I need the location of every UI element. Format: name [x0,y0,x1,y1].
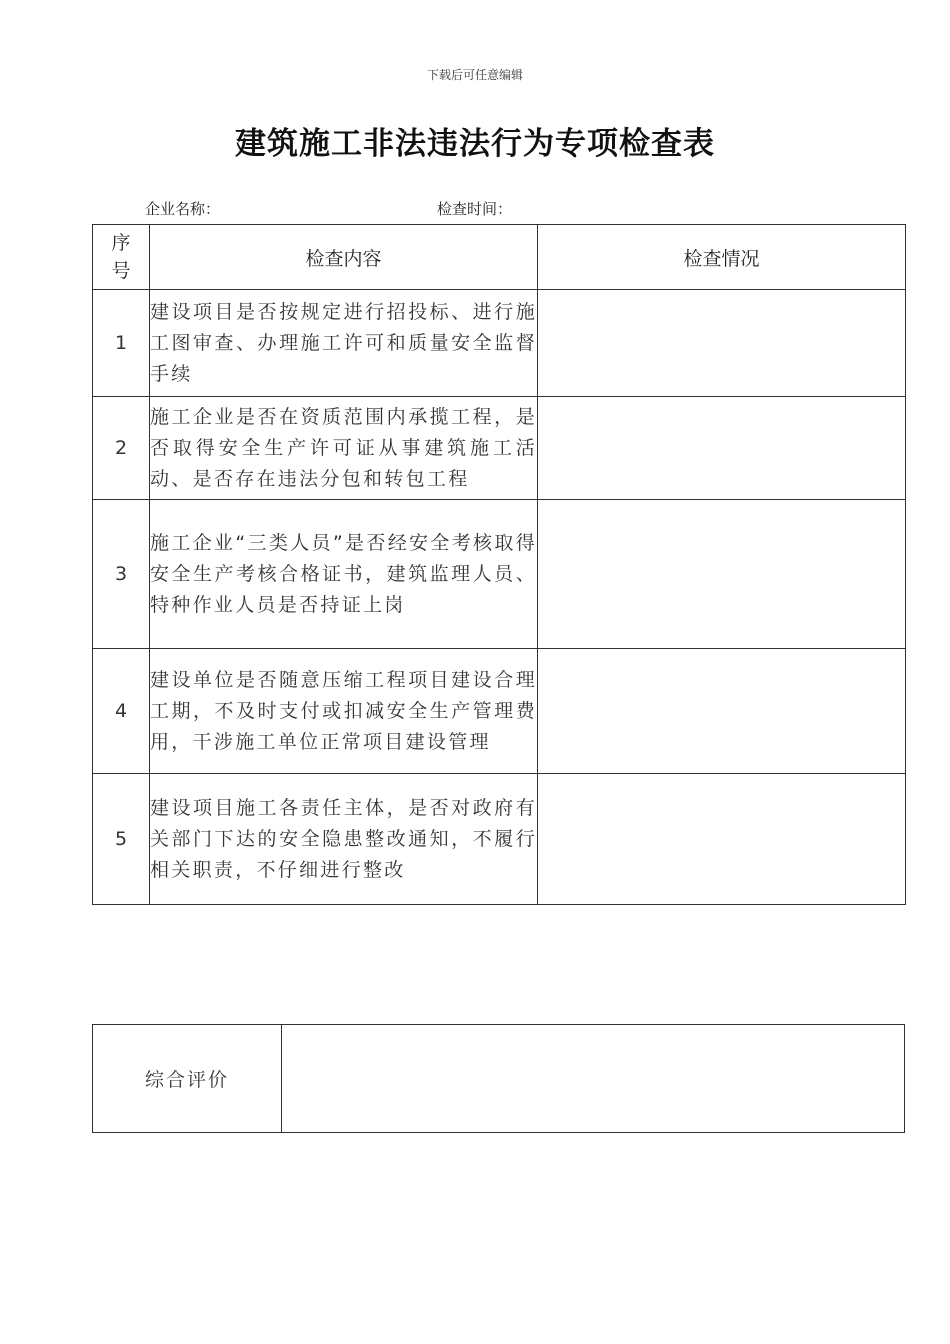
row-number: 4 [93,649,150,774]
table-row [93,500,906,649]
row-content: 建设项目是否按规定进行招投标、进行施工图审查、办理施工许可和质量安全监督手续 [150,290,538,397]
table-row [93,774,906,905]
row-result-cell[interactable] [538,649,906,774]
header-inspection-result: 检查情况 [538,225,906,290]
row-number: 1 [93,290,150,397]
table-header-row [93,225,906,290]
row-content: 施工企业是否在资质范围内承揽工程，是否取得安全生产许可证从事建筑施工活动、是否存在违法分包和转包工程 [150,397,538,500]
row-number: 2 [93,397,150,500]
summary-value-cell[interactable] [282,1025,905,1133]
table-row [93,397,906,500]
row-number: 3 [93,500,150,649]
row-result-cell[interactable] [538,500,906,649]
inspection-table [92,224,906,905]
row-content: 施工企业“三类人员”是否经安全考核取得安全生产考核合格证书，建筑监理人员、特种作业人员是否持证上岗 [150,500,538,649]
row-content: 建设单位是否随意压缩工程项目建设合理工期，不及时支付或扣减安全生产管理费用，干涉施工单位正常项目建设管理 [150,649,538,774]
header-serial-number: 序 号 [93,225,150,290]
header-inspection-content: 检查内容 [150,225,538,290]
summary-row [93,1025,905,1133]
header-note: 下载后可任意编辑 [426,68,523,82]
inspection-time-label: 检查时间： [437,200,513,218]
row-result-cell[interactable] [538,290,906,397]
summary-table [92,1024,905,1133]
page-title: 建筑施工非法违法行为专项检查表 [235,126,715,162]
row-result-cell[interactable] [538,397,906,500]
company-name-label: 企业名称： [145,200,221,218]
row-content: 建设项目施工各责任主体，是否对政府有关部门下达的安全隐患整改通知，不履行相关职责，不仔细进行整改 [150,774,538,905]
row-result-cell[interactable] [538,774,906,905]
table-row [93,290,906,397]
row-number: 5 [93,774,150,905]
table-row [93,649,906,774]
summary-label: 综合评价 [93,1025,282,1133]
